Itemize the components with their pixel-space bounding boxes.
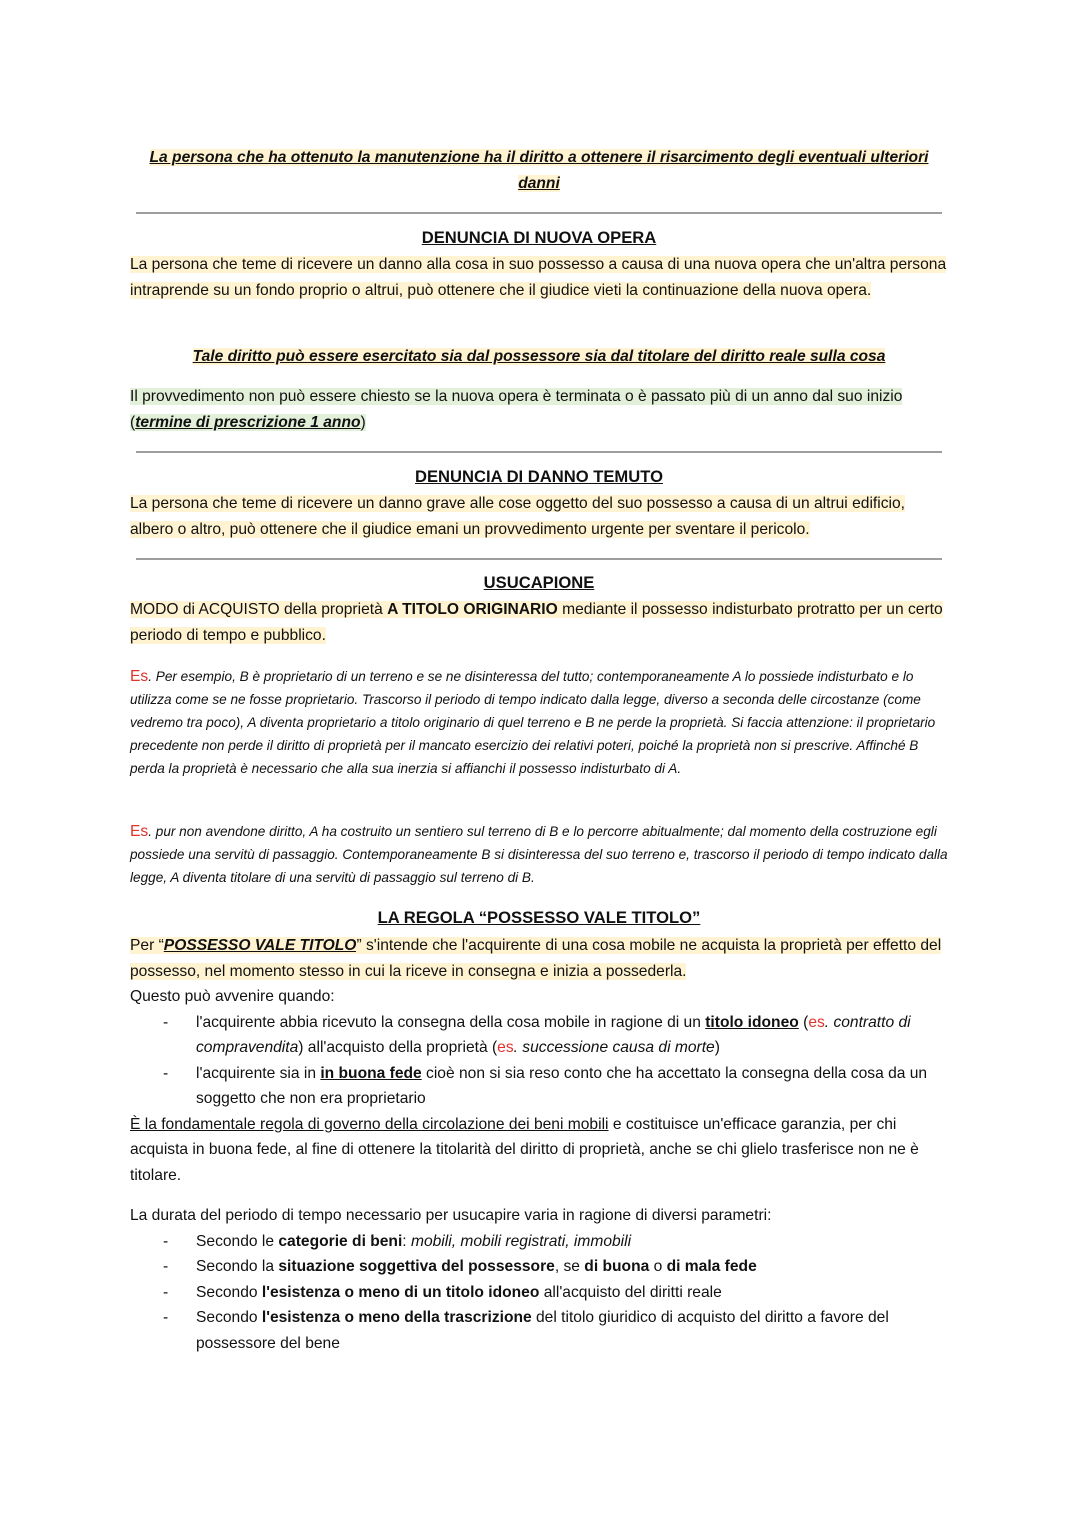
d-li3-b: l'esistenza o meno di un titolo idoneo [261,1283,540,1301]
list-item [130,1061,948,1112]
list-item [130,1254,948,1280]
usucapione-definition [130,597,948,648]
nuova-opera-note [130,344,948,370]
d-li2-a: Secondo la [196,1258,279,1275]
list-item [130,1305,948,1356]
li1-e: . contratto di compravendita [196,1013,911,1056]
list-item [130,1280,948,1306]
intro-line-2: danni [518,174,560,192]
example-1 [130,665,948,780]
regola-p1 [130,933,948,984]
d-li4-b: l'esistenza o meno della trascrizione [261,1309,532,1326]
intro-line-1: La persona che ha ottenuto la manutenzione ha il diritto a ottenere il risarcimento degli eventuali ulteriori [149,149,929,166]
d-li4-a: Secondo [196,1309,262,1326]
regola-list [130,1010,948,1112]
regola-p3-b: e costituisce un'efficace garanzia, per chi acquista in buona fede, al fine di ottenere la titolarità del diritto di proprietà, anche se chi glielo trasferisce non ne è titolare. [130,1115,919,1184]
danno-temuto-paragraph [130,491,948,542]
d-li4-c: del titolo giuridico di acquisto del diritto a favore del possessore del bene [196,1309,889,1352]
regola-p1-c: ” s'intende che l'acquirente di una cosa mobile ne acquista la proprietà per effetto del possesso, nel momento stesso in cui la riceve in consegna e inizia a possederla. [130,937,942,980]
d-li2-f: di mala fede [666,1258,757,1275]
d-li2-c: , se [554,1258,585,1275]
regola-content [130,933,948,1188]
heading-usucapione: USUCAPIONE [483,573,595,592]
nuova-opera-paragraph [130,252,948,303]
li2-b: in buona fede [320,1064,422,1082]
regola-p3-a: È la fondamentale regola di governo della circolazione dei beni mobili [130,1115,609,1133]
list-item [130,1010,948,1061]
intro-paragraph [130,145,948,196]
d-li3-a: Secondo [196,1283,262,1301]
li1-a: l'acquirente abbia ricevuto la consegna della cosa mobile in ragione di un [196,1013,706,1031]
usucapione-def-a: MODO di ACQUISTO della proprietà [130,601,388,618]
heading-denuncia-danno-temuto: DENUNCIA DI DANNO TEMUTO [415,467,663,486]
divider [136,558,942,560]
usucapione-def-b: A TITOLO ORIGINARIO [387,601,558,618]
paren-close: ) [360,413,366,431]
d-li2-d: di buona [584,1258,650,1275]
li1-g: es [497,1039,514,1056]
divider [136,212,942,214]
li2-c: cioè non si sia reso conto che ha accettato la consegna della cosa da un soggetto che non era proprietario [196,1064,928,1107]
heading-denuncia-nuova-opera: DENUNCIA DI NUOVA OPERA [421,228,657,247]
provvedimento-text: Il provvedimento non può essere chiesto se la nuova opera è terminata o è passato più di un anno dal suo inizio [130,388,903,405]
example-label: Es [130,823,149,840]
regola-p1-a: Per “ [130,937,164,954]
danno-temuto-text: La persona che teme di ricevere un danno grave alle cose oggetto del suo possesso a causa di un altrui edificio, albero o altro, può ottenere che il giudice emani un provvedimento urgente per sventare il pericolo. [130,495,905,538]
regola-p1-b: POSSESSO VALE TITOLO [163,937,357,954]
regola-p3 [130,1112,948,1189]
durata-content [130,1203,948,1356]
d-li1-c: : [402,1232,411,1250]
example-2-text: . pur non avendone diritto, A ha costruito un sentiero sul terreno di B e lo percorre abitualmente; dal momento della costruzione egli possiede una servitù di passaggio. Contemporaneamente B si disinteressa del suo terreno e, trascorso il periodo di tempo indicato dalla legge, A diventa titolare di una servitù di passaggio sul terreno di B. [130,824,948,885]
nuova-opera-note-text: Tale diritto può essere esercitato sia dal possessore sia dal titolare del diritto reale sulla cosa [192,348,886,365]
li1-b: titolo idoneo [705,1013,799,1031]
li1-d: es [808,1013,825,1031]
nuova-opera-text: La persona che teme di ricevere un danno alla cosa in suo possesso a causa di una nuova opera che un'altra persona intraprende su un fondo proprio o altrui, può ottenere che il giudice vieti la continuazione della nuova opera. [130,256,947,299]
list-item [130,1229,948,1255]
regola-p2: Questo può avvenire quando: [130,988,335,1005]
paren-open: ( [130,413,136,431]
d-li2-e: o [649,1258,667,1275]
li1-c: ( [798,1013,809,1031]
d-li1-b: categorie di beni [278,1232,403,1250]
example-label: Es [130,668,149,685]
provvedimento-paragraph [130,384,948,435]
li2-a: l'acquirente sia in [196,1064,321,1082]
example-2 [130,820,948,889]
heading-regola: LA REGOLA “POSSESSO VALE TITOLO” [377,908,701,927]
d-li2-b: situazione soggettiva del possessore [278,1258,555,1275]
li1-i: ) [714,1039,720,1056]
d-li1-a: Secondo le [196,1232,279,1250]
termine-prescrizione: termine di prescrizione 1 anno [135,413,361,431]
example-1-text: . Per esempio, B è proprietario di un terreno e se ne disinteressa del tutto; contemporaneamente A lo possiede indisturbato e lo utilizza come se ne fosse proprietario. Trascorso il periodo di tempo indicato dalla legge, diverso a seconda delle circostanze (come vedremo tra poco), A diventa proprietario a titolo originario di quel terreno e B ne perde la proprietà. Si faccia attenzione: il proprietario precedente non perde il diritto di proprietà per il mancato esercizio dei relativi poteri, poiché la proprietà non si prescrive. Affinché B perda la proprietà è necessario che alla sua inerzia si affianchi il possesso indisturbato di A. [130,669,936,776]
durata-intro: La durata del periodo di tempo necessario per usucapire varia in ragione di diversi parametri: [130,1207,772,1224]
durata-list [130,1229,948,1357]
divider [136,451,942,453]
d-li1-d: mobili, mobili registrati, immobili [410,1232,632,1250]
d-li3-c: all'acquisto del diritti reale [539,1283,722,1301]
li1-f: ) all'acquisto della proprietà ( [298,1039,498,1056]
usucapione-def-c: mediante il possesso indisturbato protratto per un certo periodo di tempo e pubblico. [130,601,943,644]
li1-h: . successione causa di morte [513,1039,715,1056]
